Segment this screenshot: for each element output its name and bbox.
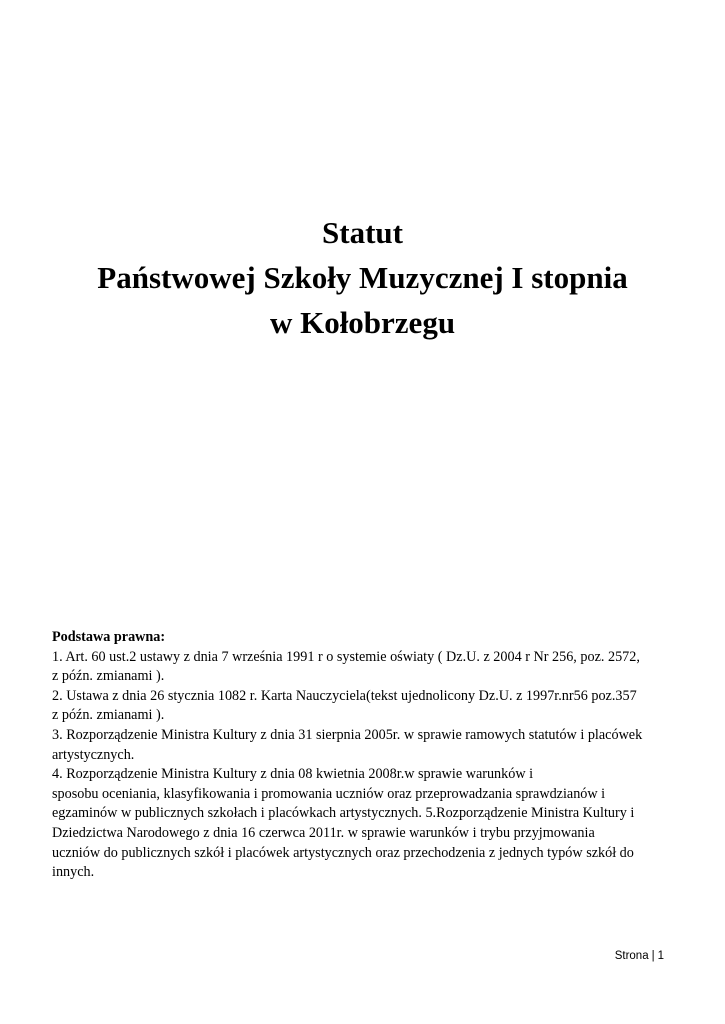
legal-basis-line: egzaminów w publicznych szkołach i placówkach artystycznych. 5.Rozporządzenie Ministra Kultury i [52, 805, 635, 822]
title-line: w Kołobrzegu [269, 305, 456, 340]
title-line: Statut [322, 215, 403, 250]
legal-basis-line: 1. Art. 60 ust.2 ustawy z dnia 7 września 1991 r o systemie oświaty ( Dz.U. z 2004 r Nr 256, poz. 2572, [52, 648, 640, 665]
legal-basis-line: Dziedzictwa Narodowego z dnia 16 czerwca 2011r. w sprawie warunków i trybu przyjmowania [52, 824, 595, 841]
legal-basis-line: 2. Ustawa z dnia 26 stycznia 1082 r. Karta Nauczyciela(tekst ujednolicony Dz.U. z 1997r.nr56 poz.357 [52, 687, 637, 704]
legal-basis-line: uczniów do publicznych szkół i placówek artystycznych oraz przechodzenia z jednych typów szkół do [52, 844, 634, 861]
page-label: Strona [614, 950, 649, 962]
footer-separator: | [651, 950, 655, 962]
page-number: 1 [657, 950, 664, 962]
title-line: Państwowej Szkoły Muzycznej I stopnia [97, 260, 628, 295]
legal-basis-line: innych. [52, 864, 95, 881]
document-title [0, 210, 725, 345]
legal-basis-line: 3. Rozporządzenie Ministra Kultury z dnia 31 sierpnia 2005r. w sprawie ramowych statutów i placówek [52, 726, 643, 743]
legal-basis-line: z późn. zmianami ). [52, 707, 165, 724]
legal-basis-line: 4. Rozporządzenie Ministra Kultury z dnia 08 kwietnia 2008r.w sprawie warunków i [52, 766, 534, 783]
legal-basis-line: z późn. zmianami ). [52, 668, 165, 685]
legal-basis-heading: Podstawa prawna: [52, 629, 166, 645]
legal-basis-section [52, 628, 672, 883]
page-footer [615, 948, 664, 964]
legal-basis-line: artystycznych. [52, 746, 135, 763]
legal-basis-line: sposobu oceniania, klasyfikowania i promowania uczniów oraz przeprowadzania sprawdzianów i [52, 785, 606, 802]
